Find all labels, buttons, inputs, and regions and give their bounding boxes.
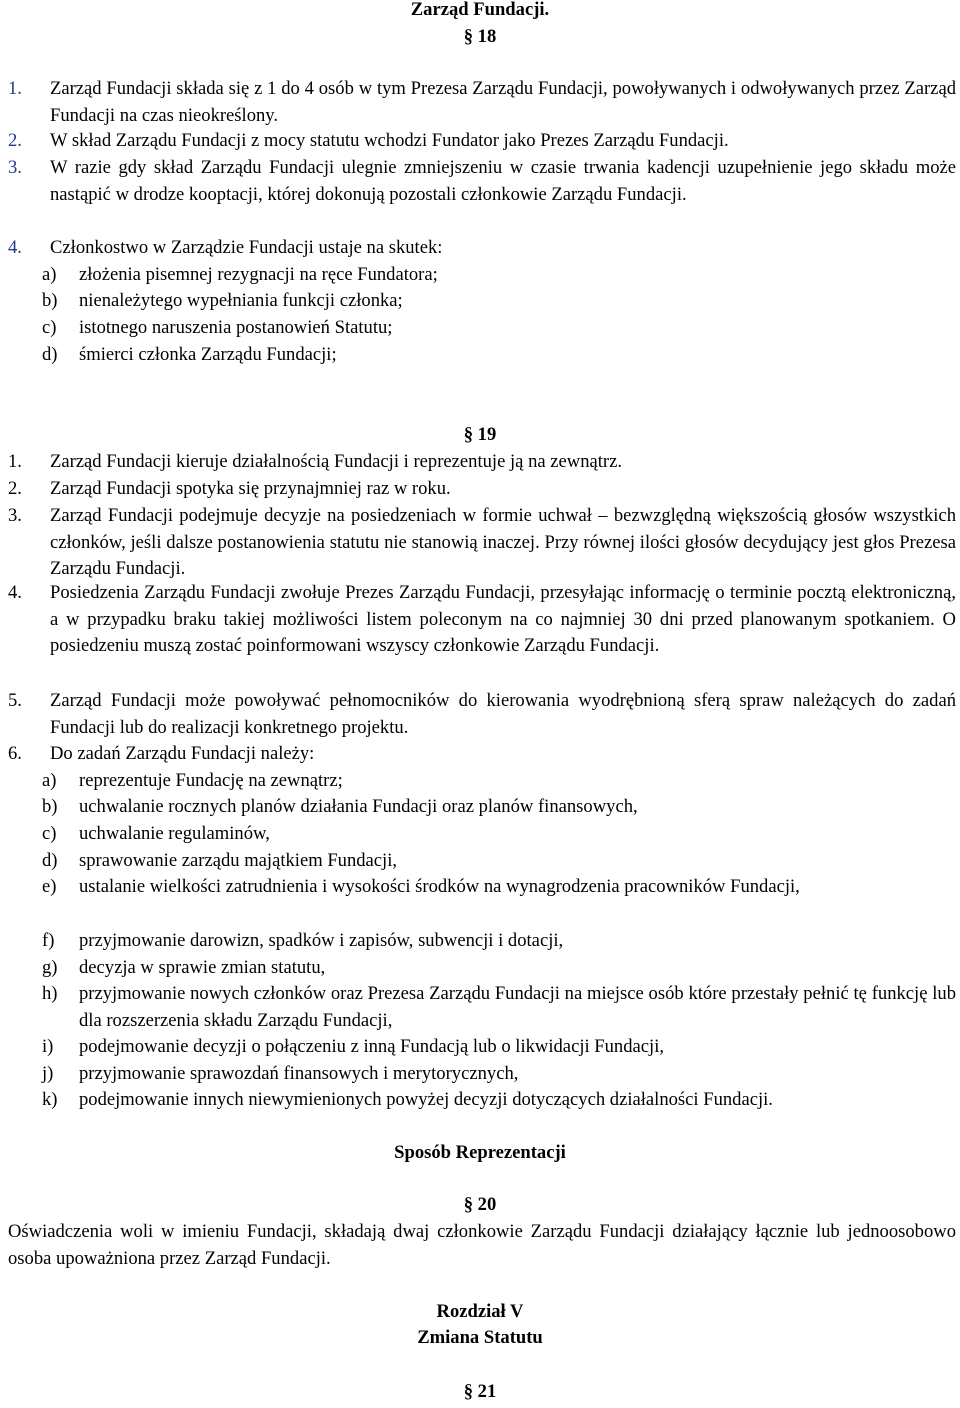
s18-item-3 [8,155,956,208]
item-text: Zarząd Fundacji kieruje działalnością Fundacji i reprezentuje ją na zewnątrz. [50,451,623,472]
s18-item-2 [8,128,956,155]
s19-sub-item-f [42,928,956,955]
sub-item-letter: a) [42,264,57,285]
item-text: Zarząd Fundacji może powoływać pełnomocników do kierowania wyodrębnioną sferą spraw należących do zadań Fundacji lub do realizacji konkretnego projektu. [50,690,956,738]
sub-item-text: śmierci członka Zarządu Fundacji; [79,344,337,365]
sub-item-letter: e) [42,876,57,897]
item-number: 4. [8,582,22,603]
sub-item-letter: d) [42,850,58,871]
sub-item-letter: h) [42,983,58,1004]
sub-item-text: reprezentuje Fundację na zewnątrz; [79,770,343,791]
item-number: 3. [8,157,22,178]
sub-item-text: istotnego naruszenia postanowień Statutu; [79,317,393,338]
s18-sub-item-c [42,315,956,342]
item-number: 1. [8,78,22,99]
chapter-heading: Rozdział V [436,1301,524,1322]
item-number: 2. [8,478,22,499]
sub-item-letter: d) [42,344,58,365]
s19-item-4 [8,580,956,660]
s19-sub-item-j [42,1061,956,1088]
item-number: 5. [8,690,22,711]
s19-item-2 [8,476,956,503]
s19-item-5 [8,688,956,741]
s18-sub-item-b [42,288,956,315]
chapter-subheading: Zmiana Statutu [417,1327,543,1348]
item-text: W razie gdy skład Zarządu Fundacji ulegnie zmniejszeniu w czasie trwania kadencji uzupełnienie jego składu może nastąpić w drodze kooptacji, której dokonują pozostali członkowie Zarządu Fundacji. [50,157,956,205]
sub-item-letter: b) [42,290,58,311]
sub-item-letter: k) [42,1089,58,1110]
s19-sub-item-c [42,821,956,848]
item-number: 3. [8,505,22,526]
sub-item-text: decyzja w sprawie zmian statutu, [79,957,326,978]
sub-item-letter: a) [42,770,57,791]
sub-item-letter: i) [42,1036,54,1057]
item-number: 2. [8,130,22,151]
item-text: Do zadań Zarządu Fundacji należy: [50,743,315,764]
item-text: W skład Zarządu Fundacji z mocy statutu wchodzi Fundator jako Prezes Zarządu Fundacji. [50,130,729,151]
s19-item-1 [8,449,956,476]
sub-item-text: nienależytego wypełniania funkcji członka; [79,290,403,311]
s18-sub-item-d [42,342,956,369]
s19-sub-item-i [42,1034,956,1061]
item-number: 6. [8,743,22,764]
item-text: Zarząd Fundacji składa się z 1 do 4 osób w tym Prezesa Zarządu Fundacji, powoływanych i odwoływanych przez Zarząd Fundacji na czas nieokreślony. [50,78,956,126]
s18-item-1 [8,76,956,129]
sub-item-text: uchwalanie rocznych planów działania Fundacji oraz planów finansowych, [79,796,638,817]
item-number: 4. [8,237,22,258]
sub-item-text: ustalanie wielkości zatrudnienia i wysokości środków na wynagrodzenia pracowników Fundacji, [79,876,800,897]
s18-sub-item-a [42,262,956,289]
sub-item-text: podejmowanie decyzji o połączeniu z inną Fundacją lub o likwidacji Fundacji, [79,1036,665,1057]
s19-sub-item-k [42,1087,956,1114]
sub-item-text: złożenia pisemnej rezygnacji na ręce Fundatora; [79,264,438,285]
s20-text: Oświadczenia woli w imieniu Fundacji, składają dwaj członkowie Zarządu Fundacji działający łącznie lub jednoosobowo osoba upoważniona przez Zarząd Fundacji. [8,1221,956,1269]
s19-sub-item-b [42,794,956,821]
s19-item-6 [8,741,956,768]
sub-item-letter: g) [42,957,58,978]
s19-sub-item-a [42,768,956,795]
item-text: Zarząd Fundacji spotyka się przynajmniej raz w roku. [50,478,451,499]
sub-item-letter: c) [42,317,57,338]
sub-item-letter: j) [42,1063,54,1084]
section-heading-representation: Sposób Reprezentacji [394,1142,566,1163]
item-text: Posiedzenia Zarządu Fundacji zwołuje Prezes Zarządu Fundacji, przesyłając informację o terminie pocztą elektroniczną, a w przypadku braku takiej możliwości listem poleconym na co najmniej 30 dni przed planowanym spotkaniem. O posiedzeniu muszą zostać poinformowani wszyscy członkowie Zarządu Fundacji. [50,582,956,656]
item-text: Członkostwo w Zarządzie Fundacji ustaje na skutek: [50,237,443,258]
sub-item-letter: c) [42,823,57,844]
s19-sub-item-d [42,848,956,875]
sub-item-letter: f) [42,930,55,951]
s19-sub-item-e [42,874,956,901]
s19-sub-item-h [42,981,956,1034]
s19-sub-item-g [42,955,956,982]
paragraph-symbol-18: § 18 [463,26,497,47]
sub-item-text: przyjmowanie nowych członków oraz Prezesa Zarządu Fundacji na miejsce osób które przestały pełnić tę funkcję lub dla rozszerzenia składu Zarządu Fundacji, [79,983,956,1031]
paragraph-symbol-20: § 20 [463,1194,497,1215]
s18-item-4 [8,235,956,262]
sub-item-text: podejmowanie innych niewymienionych powyżej decyzji dotyczących działalności Fundacji. [79,1089,773,1110]
sub-item-text: przyjmowanie darowizn, spadków i zapisów, subwencji i dotacji, [79,930,564,951]
sub-item-letter: b) [42,796,58,817]
item-number: 1. [8,451,22,472]
sub-item-text: przyjmowanie sprawozdań finansowych i merytorycznych, [79,1063,519,1084]
paragraph-symbol-21: § 21 [463,1381,497,1402]
sub-item-text: uchwalanie regulaminów, [79,823,270,844]
section-heading-board: Zarząd Fundacji. [410,0,550,20]
item-text: Zarząd Fundacji podejmuje decyzje na posiedzeniach w formie uchwał – bezwzględną większością głosów wszystkich członków, jeśli dalsze postanowienia statutu nie stanowią inaczej. Przy równej ilości głosów decydujący jest głos Prezesa Zarządu Fundacji. [50,505,956,579]
paragraph-symbol-19: § 19 [463,424,497,445]
sub-item-text: sprawowanie zarządu majątkiem Fundacji, [79,850,398,871]
s19-item-3 [8,503,956,583]
